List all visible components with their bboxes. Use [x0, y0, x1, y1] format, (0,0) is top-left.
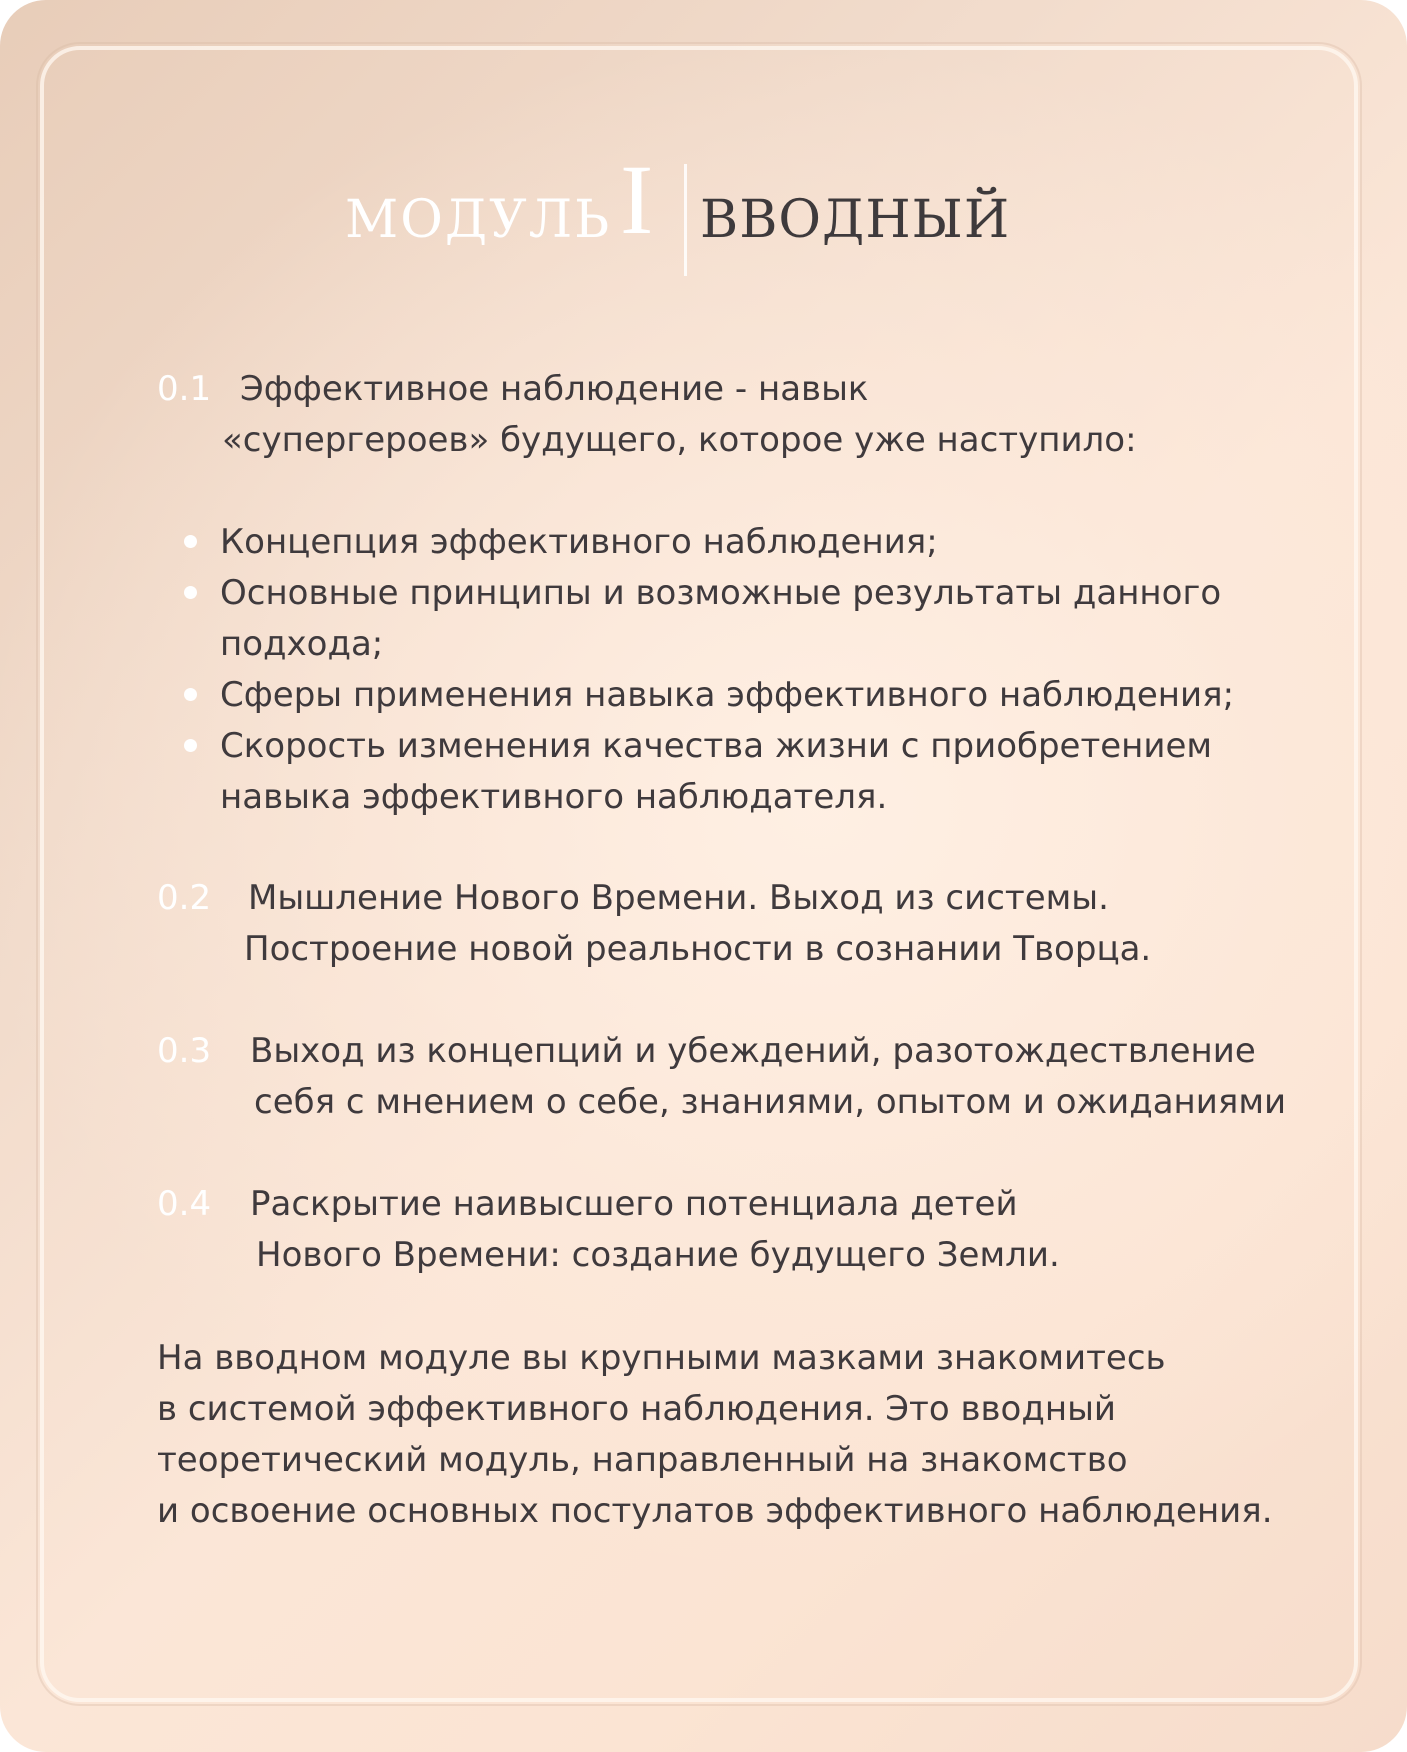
bullet-dot-icon [184, 535, 197, 548]
section-line: «супергероев» будущего, которое уже наступило: [222, 420, 1137, 460]
summary-line: и освоение основных постулатов эффективного наблюдения. [157, 1491, 1273, 1531]
bullet-text: подхода; [220, 624, 384, 664]
section-line: Нового Времени: создание будущего Земли. [256, 1235, 1060, 1275]
section-line: Выход из концепций и убеждений, разотождествление [250, 1031, 1256, 1071]
bullet-dot-icon [184, 586, 197, 599]
summary-line: в системой эффективного наблюдения. Это вводный [157, 1389, 1117, 1429]
section-number: 0.2 [157, 878, 212, 918]
bullet-text: Сферы применения навыка эффективного наблюдения; [220, 675, 1235, 715]
section-line: Построение новой реальности в сознании Творца. [244, 929, 1152, 969]
bullet-text: навыка эффективного наблюдателя. [220, 777, 888, 817]
section-number: 0.4 [157, 1184, 212, 1224]
bullet-dot-icon [184, 688, 197, 701]
module-label: МОДУЛЬ [345, 190, 612, 250]
section-line: себя с мнением о себе, знаниями, опытом и ожиданиями [254, 1082, 1287, 1122]
module-roman-numeral: I [620, 144, 654, 255]
section-number: 0.1 [157, 369, 212, 409]
bullet-text: Скорость изменения качества жизни с приобретением [220, 726, 1213, 766]
section-number: 0.3 [157, 1031, 212, 1071]
bullet-text: Концепция эффективного наблюдения; [220, 522, 938, 562]
bullet-dot-icon [184, 739, 197, 752]
section-line: Раскрытие наивысшего потенциала детей [250, 1184, 1018, 1224]
section-line: Эффективное наблюдение - навык [240, 369, 869, 409]
bullet-text: Основные принципы и возможные результаты данного [220, 573, 1222, 613]
summary-line: теоретический модуль, направленный на знакомство [157, 1440, 1128, 1480]
module-name: ВВОДНЫЙ [700, 190, 1011, 250]
section-line: Мышление Нового Времени. Выход из системы. [248, 878, 1109, 918]
summary-line: На вводном модуле вы крупными мазками знакомитесь [157, 1338, 1166, 1378]
module-title [0, 144, 1407, 280]
title-divider [684, 164, 687, 276]
